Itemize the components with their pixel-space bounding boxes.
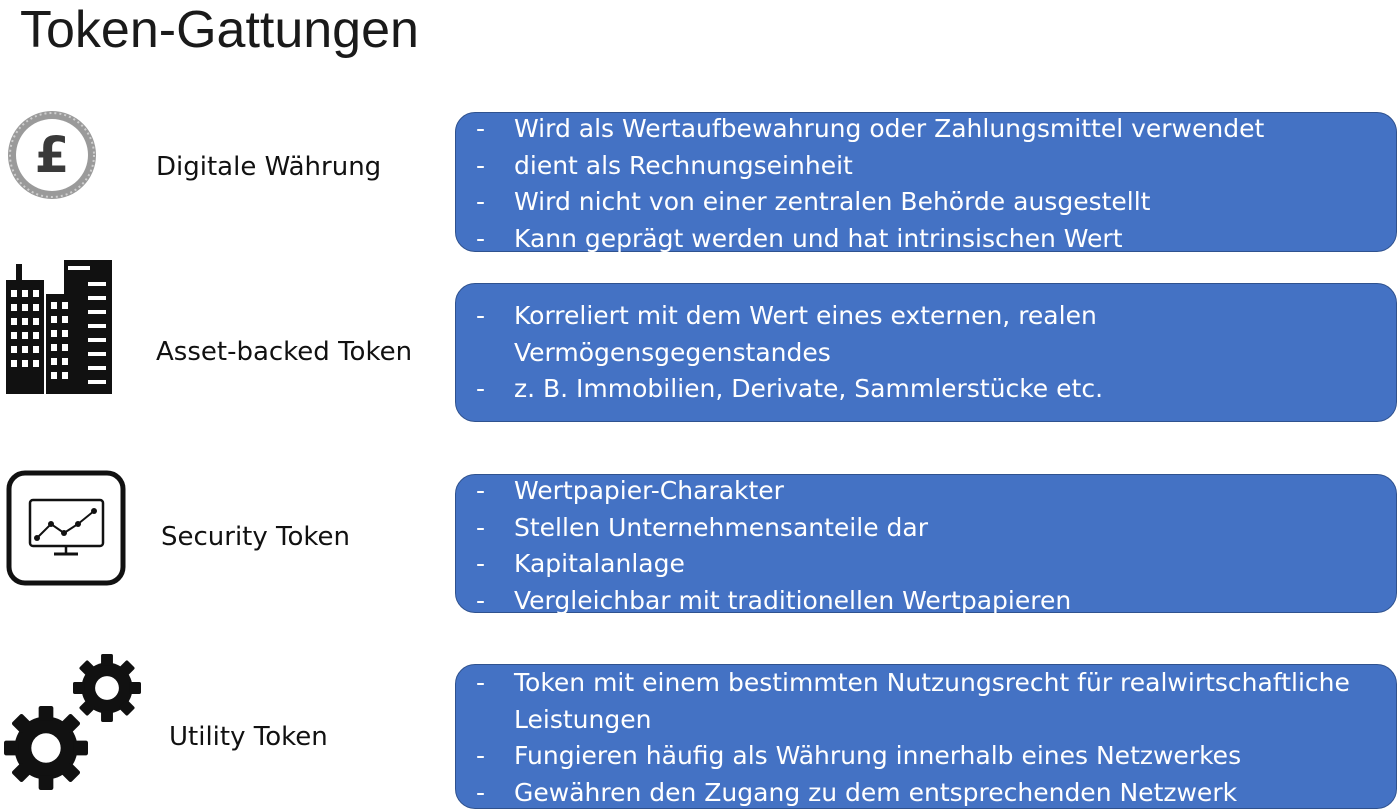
bullet-item — [456, 298, 1134, 371]
description-box-utility-token — [455, 664, 1397, 809]
monitor-chart-icon — [6, 470, 126, 586]
bullet-item: - z. B. Immobilien, Derivate, Sammlerstücke etc. — [456, 371, 1396, 408]
bullet-item: - Kapitalanlage — [456, 546, 1396, 583]
bullet-item: - Wertpapier-Charakter — [456, 473, 1396, 510]
bullet-item: - Gewähren den Zugang zu dem entsprechenden Netzwerk — [456, 775, 1396, 811]
office-buildings-icon — [4, 260, 112, 394]
bullet-list — [456, 298, 1396, 408]
row-label-asset-backed-token: Asset-backed Token — [156, 336, 412, 368]
row-label-security-token: Security Token — [161, 521, 350, 553]
bullet-list — [456, 665, 1396, 811]
gears-icon — [0, 652, 148, 792]
row-label-utility-token: Utility Token — [169, 721, 328, 753]
bullet-text: Korreliert mit dem Wert eines externen, realen Vermögensgegenstandes — [514, 301, 1097, 367]
bullet-list — [456, 111, 1396, 257]
bullet-item: - Fungieren häufig als Währung innerhalb eines Netzwerkes — [456, 738, 1396, 775]
bullet-item: - Kann geprägt werden und hat intrinsischen Wert — [456, 221, 1396, 258]
bullet-item: - dient als Rechnungseinheit — [456, 148, 1396, 185]
bullet-item — [456, 665, 1374, 738]
bullet-text: Token mit einem bestimmten Nutzungsrecht für realwirtschaftliche Leistungen — [514, 668, 1350, 734]
bullet-item: - Vergleichbar mit traditionellen Wertpapieren — [456, 583, 1396, 620]
description-box-security-token — [455, 474, 1397, 613]
pound-coin-icon — [5, 108, 99, 202]
bullet-item: - Wird als Wertaufbewahrung oder Zahlungsmittel verwendet — [456, 111, 1396, 148]
bullet-item: - Wird nicht von einer zentralen Behörde ausgestellt — [456, 184, 1396, 221]
description-box-asset-backed-token — [455, 283, 1397, 422]
svg-text:£: £ — [35, 126, 70, 184]
row-label-digitale-waehrung: Digitale Währung — [156, 151, 381, 183]
bullet-list — [456, 473, 1396, 619]
bullet-item: - Stellen Unternehmensanteile dar — [456, 510, 1396, 547]
description-box-digitale-waehrung — [455, 112, 1397, 252]
page-title: Token-Gattungen — [20, 0, 419, 60]
